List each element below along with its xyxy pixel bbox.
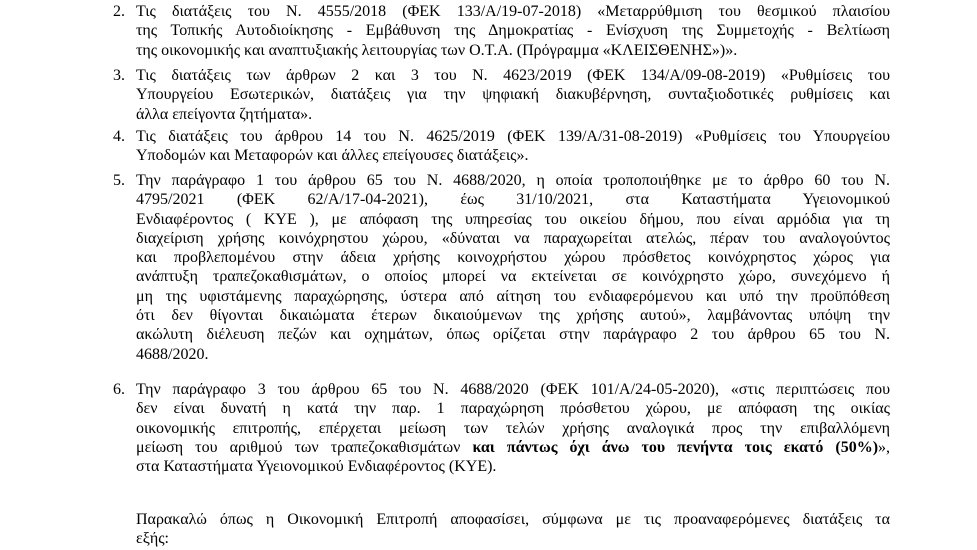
item-line: της Τοπικής Αυτοδιοίκησης - Εμβάθυνση της Δημοκρατίας - Ενίσχυση της Συμμετοχής - Βελτίωση bbox=[136, 22, 890, 40]
item-line-text: μείωση του αριθμού των τραπεζοκαθισμάτων bbox=[136, 438, 461, 456]
item-number: 3. bbox=[113, 67, 125, 84]
item-line-tail: », bbox=[878, 438, 891, 456]
list-item-4 bbox=[136, 127, 890, 166]
bold-emphasis: και πάντως όχι άνω του πενήντα τοις εκατό (50%) bbox=[472, 438, 879, 456]
list-item-6 bbox=[136, 380, 890, 476]
item-line: 4795/2021 (ΦΕΚ 62/Α/17-04-2021), έως 31/10/2021, στα Καταστήματα Υγειονομικού bbox=[136, 191, 890, 209]
item-line: Την παράγραφο 3 του άρθρου 65 του Ν. 4688/2020 (ΦΕΚ 101/Α/24-05-2020), «στις περιπτώσεις που bbox=[136, 381, 890, 398]
item-line: Υποδομών και Μεταφορών και άλλες επείγουσες διατάξεις». bbox=[136, 147, 529, 165]
item-number: 2. bbox=[113, 3, 125, 20]
item-line: άλλα επείγοντα ζητήματα». bbox=[136, 105, 313, 123]
item-line: Τις διατάξεις του άρθρου 14 του Ν. 4625/2019 (ΦΕΚ 139/Α/31-08-2019) «Ρυθμίσεις του Υπουργείου bbox=[136, 128, 890, 145]
item-number: 4. bbox=[113, 128, 125, 145]
list-item-3 bbox=[136, 66, 890, 124]
item-line: Την παράγραφο 1 του άρθρου 65 του Ν. 4688/2020, η οποία τροποποιήθηκε με το άρθρο 60 του Ν. bbox=[136, 172, 890, 189]
item-line: 4688/2020. bbox=[136, 345, 209, 363]
item-line: Υπουργείου Εσωτερικών, διατάξεις για την ψηφιακή διακυβέρνηση, συνταξιοδοτικές ρυθμίσεις και bbox=[136, 86, 890, 104]
item-number: 6. bbox=[113, 381, 125, 398]
item-line: Τις διατάξεις των άρθρων 2 και 3 του Ν. 4623/2019 (ΦΕΚ 134/Α/09-08-2019) «Ρυθμίσεις του bbox=[136, 67, 890, 84]
item-line: Ενδιαφέροντος ( ΚΥΕ ), με απόφαση της υπηρεσίας του οικείου δήμου, που είναι αρμόδια για τη bbox=[136, 210, 890, 228]
closing-paragraph bbox=[136, 510, 890, 549]
item-line: διαχείριση χρήσης κοινόχρηστου χώρου, «δύναται να παραχωρείται ατελώς, πέραν του αναλογούντος bbox=[136, 229, 890, 247]
item-line: στα Καταστήματα Υγειονομικού Ενδιαφέροντος (ΚΥΕ). bbox=[136, 458, 497, 476]
item-line: δεν είναι δυνατή η κατά την παρ. 1 παραχώρηση πρόσθετου χώρου, με απόφαση της οικίας bbox=[136, 400, 890, 418]
item-line: μη της υφιστάμενης παραχώρησης, ύστερα από αίτηση του ενδιαφερόμενου και υπό την προϋπόθεση bbox=[136, 287, 890, 305]
item-line: της οικονομικής και αναπτυξιακής λειτουργίας των Ο.Τ.Α. (Πρόγραμμα «ΚΛΕΙΣΘΕΝΗΣ»)». bbox=[136, 41, 738, 59]
item-line: Τις διατάξεις του Ν. 4555/2018 (ΦΕΚ 133/Α/19-07-2018) «Μεταρρύθμιση του θεσμικού πλαισίου bbox=[136, 3, 890, 20]
closing-line: Παρακαλώ όπως η Οικονομική Επιτροπή αποφασίσει, σύμφωνα με τις προαναφερόμενες διατάξεις τα bbox=[136, 511, 890, 528]
item-line: ότι δεν θίγονται δικαιώματα έτερων δικαιούμενων της χρήσης αυτού», λαμβάνοντας υπόψη την bbox=[136, 307, 890, 325]
item-line: ανάπτυξη τραπεζοκαθισμάτων, ο οποίος μπορεί να εκτείνεται σε κοινόχρηστο χώρο, συνεχόμενο ή bbox=[136, 268, 890, 286]
list-item-2 bbox=[136, 2, 890, 60]
item-line: και προβλεπομένου στην άδεια χρήσης κοινοχρήστου χώρου πρόσθετος κοινόχρηστος χώρος για bbox=[136, 249, 890, 267]
item-line: ακώλυτη διέλευση πεζών και οχημάτων, όπως ορίζεται στην παράγραφο 2 του άρθρου 65 του Ν. bbox=[136, 326, 890, 344]
closing-line: εξής: bbox=[136, 530, 169, 548]
item-line-mixed bbox=[136, 438, 890, 457]
item-number: 5. bbox=[113, 172, 125, 189]
list-item-5 bbox=[136, 171, 890, 364]
item-line: οικονομικής επιτροπής, επέρχεται μείωση των τελών χρήσης αναλογικά προς την επιβαλλόμενη bbox=[136, 419, 890, 437]
